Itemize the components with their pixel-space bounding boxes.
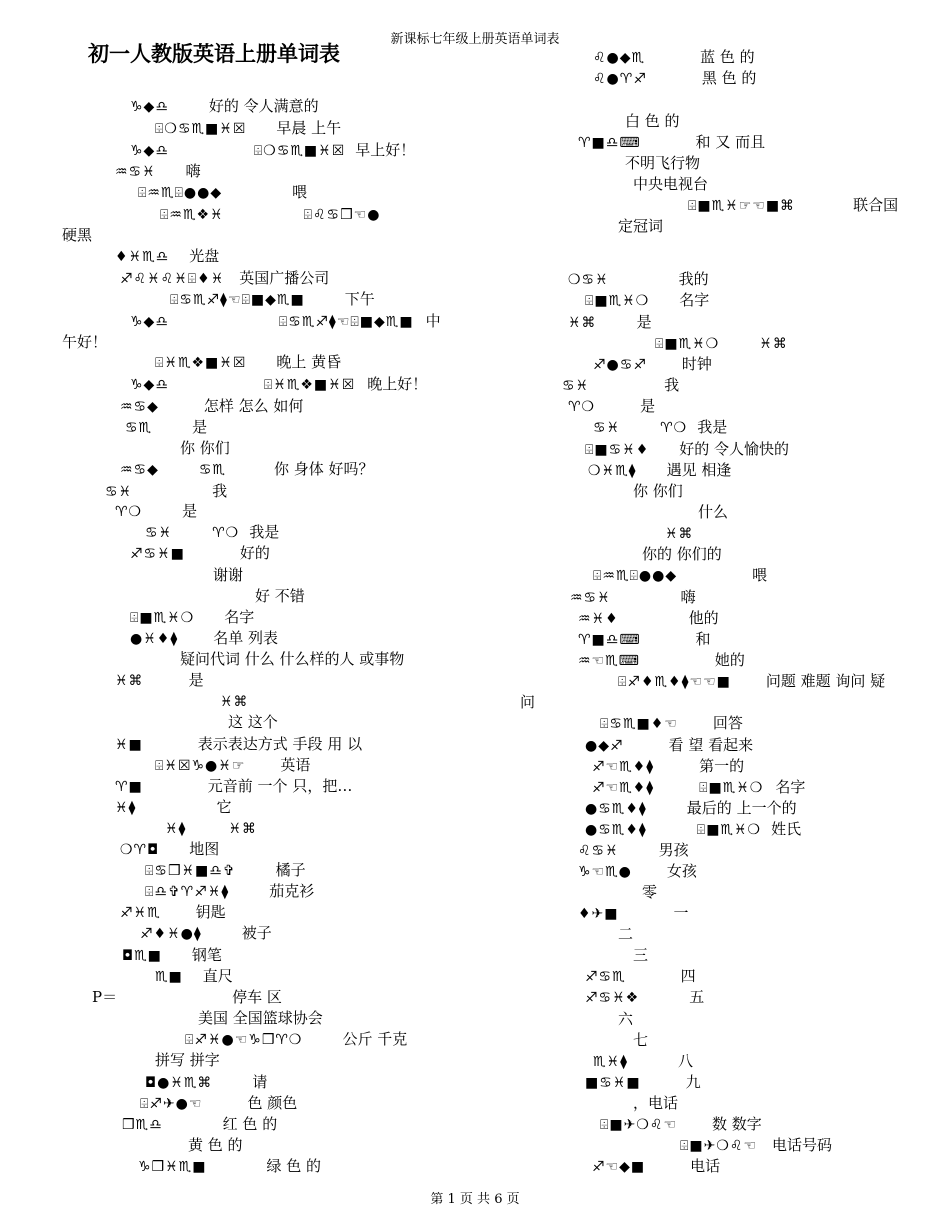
right-entry: ⌹♒♏⌹●●◆ 喂 xyxy=(593,566,768,584)
right-entry: ♌♋♓ 男孩 xyxy=(578,841,689,859)
left-entry: ⌹♐✈●☜ 色 颜色 xyxy=(140,1094,298,1112)
right-entry: 二 xyxy=(618,925,634,943)
left-entry: 拼写 拼字 xyxy=(155,1051,220,1069)
right-entry: 三 xyxy=(633,946,649,964)
left-entry: ❒♏♎ 红 色 的 xyxy=(122,1115,278,1133)
left-entry: ♋♓ 我 xyxy=(105,482,228,500)
right-entry: ■♋♓■ 九 xyxy=(585,1073,701,1091)
page-header: 新课标七年级上册英语单词表 xyxy=(390,32,560,47)
right-entry: ♌●♈♐ 黑 色 的 xyxy=(593,69,757,87)
right-entry: ♌●◆♏ 蓝 色 的 xyxy=(593,48,755,66)
right-entry: ⌹■♋♓♦ 好的 令人愉快的 xyxy=(585,440,790,458)
left-entry: 黄 色 的 xyxy=(188,1136,243,1154)
right-entry: ❍♋♓ 我的 xyxy=(568,270,709,288)
right-entry: ♐♋♏ 四 xyxy=(585,967,696,985)
left-entry: ⌹♋♏♐⧫☜⌹■◆♏■ 下午 xyxy=(170,290,375,308)
right-entry: ⌹■♏♓❍ ♓⌘ xyxy=(655,336,788,352)
right-entry: ⌹♐♦♏♦⧫☜☜■ 问题 难题 询问 疑 xyxy=(618,672,886,690)
left-entry: 谢谢 xyxy=(213,566,244,584)
left-entry: ◘♏■ 钢笔 xyxy=(122,946,222,964)
right-entry: ●♋♏♦⧫ 最后的 上一个的 xyxy=(585,799,797,817)
right-entry: 零 xyxy=(642,883,658,901)
right-entry: 白 色 的 xyxy=(625,112,680,130)
right-entry: ♒☜♏⌨ 她的 xyxy=(578,651,745,669)
left-entry: ⌹❍♋♏■♓☒ 早晨 上午 xyxy=(155,119,342,137)
left-entry: ⌹♎✞♈♐♓⧫ 茄克衫 xyxy=(145,882,315,900)
right-entry: 你 你们 xyxy=(633,482,683,500)
right-entry: ⌹■♏♓☞☜■⌘ 联合国 xyxy=(688,196,899,214)
right-entry: 中央电视台 xyxy=(633,175,709,193)
right-entry: ♏♓⧫ 八 xyxy=(593,1052,694,1070)
left-entry: 这 这个 xyxy=(228,713,278,731)
right-entry: ♓⌘ 是 xyxy=(568,313,652,331)
right-entry: ⌹■✈❍♌☜ 数 数字 xyxy=(600,1115,762,1133)
right-entry: 你的 你们的 xyxy=(642,545,722,563)
right-entry: ♈■♎⌨ 和 又 而且 xyxy=(578,133,766,151)
left-entry: ❍♈◘ 地图 xyxy=(120,840,220,858)
right-entry: ♐☜♏♦⧫ ⌹■♏♓❍ 名字 xyxy=(592,778,806,796)
left-entry: ◘●♓♏⌘ 请 xyxy=(145,1073,268,1091)
right-entry: ♦✈■ 一 xyxy=(578,904,689,922)
right-entry: ♐☜◆■ 电话 xyxy=(592,1157,721,1175)
right-entry: 定冠词 xyxy=(618,217,664,235)
left-entry: 美国 全国篮球协会 xyxy=(198,1009,323,1027)
left-entry: ●♓♦⧫ 名单 列表 xyxy=(130,629,279,647)
right-entry: ●◆♐ 看 望 看起来 xyxy=(585,736,754,754)
left-entry: ♒♋◆ 怎样 怎么 如何 xyxy=(120,397,304,415)
left-entry: ♓⌘ 是 xyxy=(115,671,204,689)
left-entry: ♐♓♏ 钥匙 xyxy=(120,903,226,921)
left-entry: 硬黑 xyxy=(62,226,93,244)
left-entry: 你 你们 xyxy=(180,439,230,457)
left-entry: ♋♓ ♈❍ 我是 xyxy=(145,523,280,541)
document-title: 初一人教版英语上册单词表 xyxy=(88,42,340,66)
right-entry: ⌹♋♏■♦☜ 回答 xyxy=(600,714,743,732)
left-entry: ♋♏ 是 xyxy=(125,418,208,436)
left-entry: ♦♓♏♎ 光盘 xyxy=(115,247,220,265)
right-entry: ♋♓ 我 xyxy=(562,376,680,394)
right-entry: ♈■♎⌨ 和 xyxy=(578,630,711,648)
left-entry: ⌹■♏♓❍ 名字 xyxy=(130,608,255,626)
right-entry: ❍♓♏⧫ 遇见 相逢 xyxy=(588,461,732,479)
right-entry: ●♋♏♦⧫ ⌹■♏♓❍ 姓氏 xyxy=(585,820,802,838)
left-entry: ♓⧫ ♓⌘ xyxy=(165,821,258,837)
right-entry: ♑☜♏● 女孩 xyxy=(578,862,697,880)
left-entry: ♒♋♓ 嗨 xyxy=(115,162,201,180)
left-entry: ⌹♐♓●☜♑❒♈❍ 公斤 千克 xyxy=(185,1030,408,1048)
right-entry: ，电话 xyxy=(633,1094,679,1112)
right-entry: ♐♋♓❖ 五 xyxy=(585,988,705,1006)
left-entry: ♑❒♓♏■ 绿 色 的 xyxy=(138,1157,321,1175)
right-entry: 问 xyxy=(520,693,536,711)
left-entry: ♈❍ 是 xyxy=(115,502,198,520)
left-entry: ⌹♒♏❖♓ ⌹♌♋❒☜● xyxy=(160,207,381,223)
right-entry: ♓⌘ xyxy=(665,526,694,542)
left-entry: ♐♌♓♌♓⌹♦♓ 英国广播公司 xyxy=(120,269,330,287)
left-entry: ⌹♋❒♓■♎✞ 橘子 xyxy=(145,861,306,879)
left-entry: ♓■ 表示表达方式 手段 用 以 xyxy=(115,735,363,753)
right-entry: 什么 xyxy=(698,503,729,521)
right-entry: ♐●♋♐ 时钟 xyxy=(593,355,712,373)
left-entry: ♒♋◆ ♋♏ 你 身体 好吗？ xyxy=(120,460,374,478)
right-entry: ⌹■✈❍♌☜ 电话号码 xyxy=(680,1136,833,1154)
page-footer: 第 1 页 共 6 页 xyxy=(430,1192,520,1207)
left-entry: 午好！ xyxy=(62,333,108,351)
right-entry: ♐☜♏♦⧫ 第一的 xyxy=(592,757,745,775)
left-entry: ♈■ 元音前 一个 只，把… xyxy=(115,777,353,795)
right-entry: ♋♓ ♈❍ 我是 xyxy=(593,418,728,436)
left-entry: ♏■ 直尺 xyxy=(155,967,233,985)
left-entry: 好 不错 xyxy=(255,587,305,605)
left-entry: ⌹♒♏⌹●●◆ 喂 xyxy=(138,183,308,201)
left-entry: P＝ 停车 区 xyxy=(92,988,282,1006)
left-entry: ♓⌘ xyxy=(220,694,249,710)
left-entry: ♐♦♓●⧫ 被子 xyxy=(140,924,272,942)
right-entry: 不明飞行物 xyxy=(625,154,701,172)
right-entry: 六 xyxy=(618,1010,634,1028)
right-entry: ♒♋♓ 嗨 xyxy=(570,588,696,606)
left-entry: ⌹♓♏❖■♓☒ 晚上 黄昏 xyxy=(155,353,342,371)
right-entry: 七 xyxy=(633,1031,649,1049)
right-entry: ⌹■♏♓❍ 名字 xyxy=(585,291,710,309)
left-entry: ♑◆♎ ⌹❍♋♏■♓☒ 早上好！ xyxy=(130,141,416,159)
left-entry: ⌹♓☒♑●♓☞ 英语 xyxy=(155,756,311,774)
left-entry: ♓⧫ 它 xyxy=(115,798,232,816)
left-entry: ♑◆♎ ⌹♋♏♐⧫☜⌹■◆♏■ 中 xyxy=(130,312,441,330)
left-entry: ♑◆♎ 好的 令人满意的 xyxy=(130,97,319,115)
left-entry: ♑◆♎ ⌹♓♏❖■♓☒ 晚上好！ xyxy=(130,375,428,393)
left-entry: ♐♋♓■ 好的 xyxy=(130,544,270,562)
left-entry: 疑问代词 什么 什么样的人 或事物 xyxy=(180,650,405,668)
right-entry: ♈❍ 是 xyxy=(568,397,656,415)
right-entry: ♒♓♦ 他的 xyxy=(578,609,719,627)
